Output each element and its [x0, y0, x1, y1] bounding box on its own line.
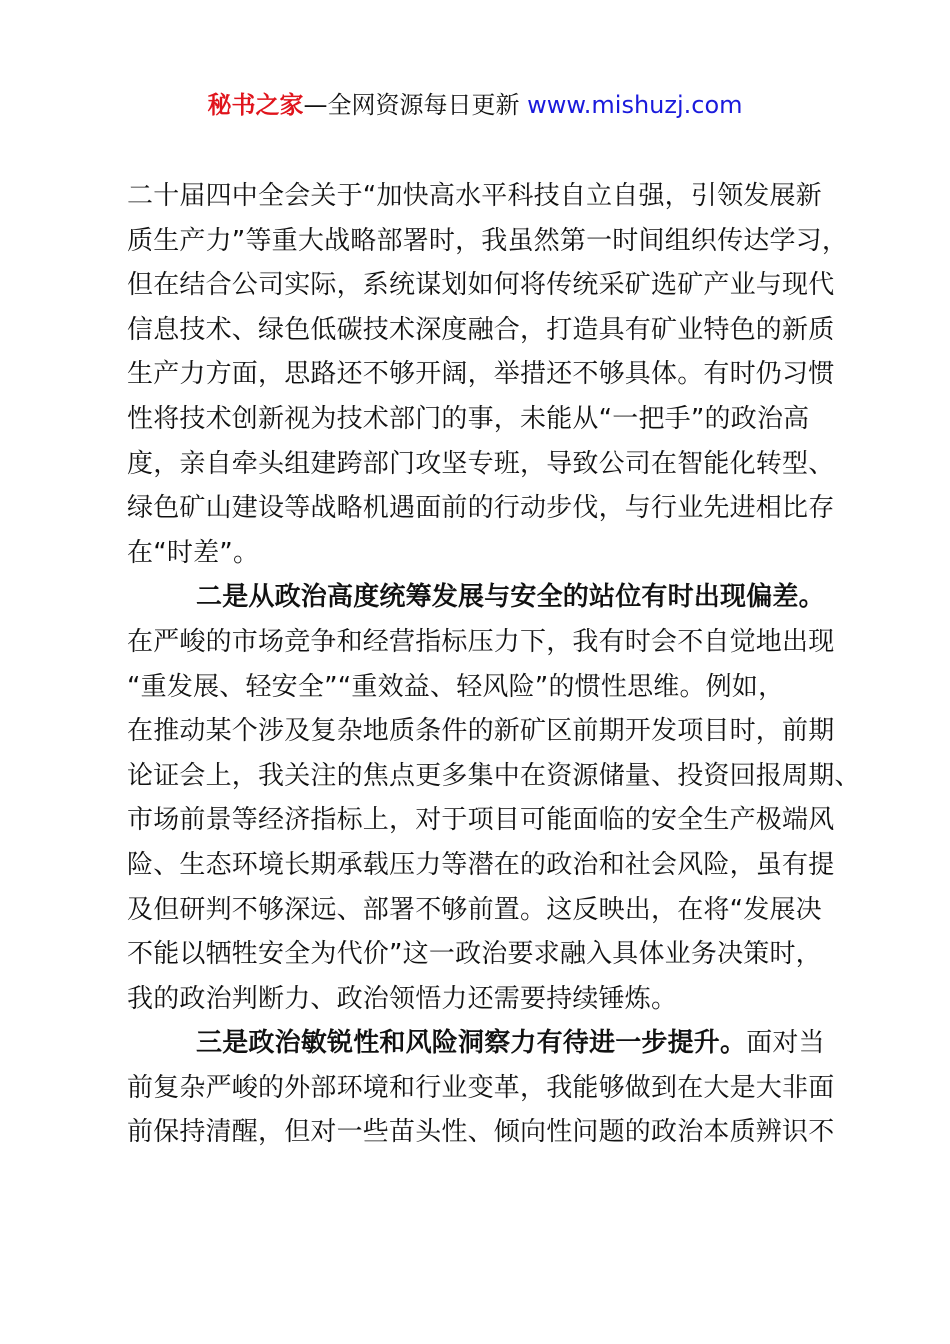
page-header — [0, 88, 950, 122]
site-url-link[interactable]: www.mishuzj.com — [527, 91, 743, 119]
text-line: 论证会上，我关注的焦点更多集中在资源储量、投资回报周期、 — [127, 760, 861, 791]
text-line: 险、生态环境长期承载压力等潜在的政治和社会风险，虽有提 — [127, 849, 835, 880]
text-line: 我的政治判断力、政治领悟力还需要持续锤炼。 — [127, 983, 678, 1014]
section-first-line-3 — [127, 1021, 847, 1066]
paragraph-1 — [127, 174, 847, 575]
text-line: 不能以牺牲安全为代价”这一政治要求融入具体业务决策时， — [127, 939, 822, 970]
text-line: 质生产力”等重大战略部署时，我虽然第一时间组织传达学习， — [127, 225, 849, 256]
section-heading-2: 二是从政治高度统筹发展与安全的站位有时出现偏差。 — [196, 582, 825, 613]
paragraph-3 — [127, 1021, 847, 1155]
text-line: 但在结合公司实际，系统谋划如何将传统采矿选矿产业与现代 — [127, 270, 835, 301]
text-line: “重发展、轻安全”“重效益、轻风险”的惯性思维。例如， — [127, 671, 785, 702]
text-line: 前保持清醒，但对一些苗头性、倾向性问题的政治本质辨识不 — [127, 1117, 835, 1148]
text-line: 性将技术创新视为技术部门的事，未能从“一把手”的政治高 — [127, 403, 810, 434]
text-line: 二十届四中全会关于“加快高水平科技自立自强，引领发展新 — [127, 181, 822, 211]
text-line: 信息技术、绿色低碳技术深度融合，打造具有矿业特色的新质 — [127, 314, 835, 345]
paragraph-2 — [127, 575, 861, 1021]
text-line: 在“时差”。 — [127, 537, 260, 568]
text-line: 在推动某个涉及复杂地质条件的新矿区前期开发项目时，前期 — [127, 716, 835, 747]
text-line: 市场前景等经济指标上，对于项目可能面临的安全生产极端风 — [127, 805, 835, 836]
section-heading-3: 三是政治敏锐性和风险洞察力有待进一步提升。 — [196, 1028, 747, 1059]
text-line: 前复杂严峻的外部环境和行业变革，我能够做到在大是大非面 — [127, 1072, 835, 1103]
text-line: 及但研判不够深远、部署不够前置。这反映出，在将“发展决 — [127, 894, 822, 925]
text-line: 绿色矿山建设等战略机遇面前的行动步伐，与行业先进相比存 — [127, 493, 835, 524]
text-fragment: 面对当 — [746, 1028, 825, 1059]
brand-name: 秘书之家 — [207, 91, 304, 119]
document-body — [127, 174, 861, 1155]
text-line: 生产力方面，思路还不够开阔，举措还不够具体。有时仍习惯 — [127, 359, 835, 390]
text-line: 在严峻的市场竞争和经营指标压力下，我有时会不自觉地出现 — [127, 626, 835, 657]
header-tagline: —全网资源每日更新 — [303, 91, 520, 119]
text-line: 度，亲自牵头组建跨部门攻坚专班，导致公司在智能化转型、 — [127, 448, 835, 479]
